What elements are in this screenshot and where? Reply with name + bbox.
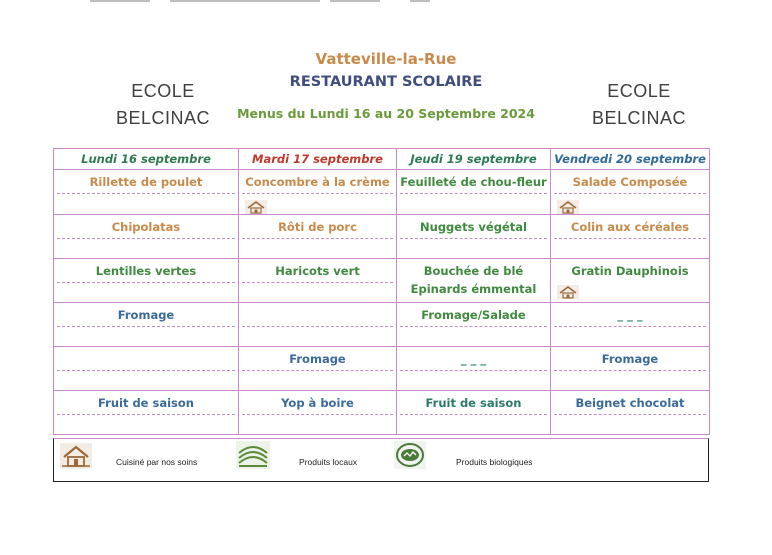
school-right-line2: BELCINAC	[591, 108, 687, 128]
house-icon	[245, 200, 267, 214]
menu-item: Gratin Dauphinois	[571, 263, 689, 278]
menu-item: Fromage	[242, 347, 393, 371]
menu-cell	[54, 302, 239, 346]
legend-label-homemade: Cuisiné par nos soins	[116, 457, 198, 467]
menu-cell	[239, 390, 397, 434]
menu-item: Yop à boire	[242, 391, 393, 415]
local-produce-icon	[236, 441, 270, 469]
menu-item: Colin aux céréales	[554, 215, 706, 239]
menu-item: Feuilleté de chou-fleur	[400, 170, 547, 194]
house-icon	[557, 285, 579, 299]
town-title: Vatteville-la-Rue	[315, 50, 457, 68]
menu-item: Fromage/Salade	[400, 303, 547, 327]
menu-item: Salade Composée	[554, 170, 706, 194]
menu-cell	[397, 346, 551, 390]
menu-item: _ _ _	[400, 347, 547, 371]
menu-cell	[397, 214, 551, 258]
school-right-line1: ECOLE	[607, 81, 671, 101]
day-header-vendredi: Vendredi 20 septembre	[551, 149, 710, 170]
menu-item: Nuggets végétal	[400, 215, 547, 239]
menu-item: Fruit de saison	[400, 391, 547, 415]
menu-item: Beignet chocolat	[554, 391, 706, 415]
menu-item: Lentilles vertes	[57, 259, 235, 283]
menu-cell	[551, 214, 710, 258]
menu-row-main	[54, 214, 710, 258]
menu-row-starter	[54, 170, 710, 215]
menu-cell	[397, 302, 551, 346]
menu-cell	[397, 258, 551, 302]
restaurant-title: RESTAURANT SCOLAIRE	[289, 74, 483, 90]
menu-cell	[239, 302, 397, 346]
menu-table	[53, 148, 710, 435]
menu-cell	[397, 170, 551, 215]
menu-item: Haricots vert	[242, 259, 393, 283]
day-header-lundi: Lundi 16 septembre	[54, 149, 239, 170]
school-left-line2: BELCINAC	[115, 108, 211, 128]
menu-item: _ _ _	[554, 303, 706, 327]
menu-cell	[54, 170, 239, 215]
menu-row-dairy	[54, 346, 710, 390]
menu-item: Rôti de porc	[242, 215, 393, 239]
menu-item: Fromage	[554, 347, 706, 371]
menu-item: Chipolatas	[57, 215, 235, 239]
menu-cell	[551, 170, 710, 215]
day-header-mardi: Mardi 17 septembre	[239, 149, 397, 170]
day-header-jeudi: Jeudi 19 septembre	[397, 149, 551, 170]
menu-cell	[239, 346, 397, 390]
menu-cell	[397, 390, 551, 434]
menu-row-side	[54, 258, 710, 302]
menu-cell	[551, 258, 710, 302]
menu-cell	[239, 214, 397, 258]
legend	[53, 438, 709, 482]
top-scan-marks	[0, 0, 772, 6]
menu-item: Bouchée de blé	[423, 263, 524, 278]
day-header-row	[54, 149, 710, 170]
menu-row-cheese	[54, 302, 710, 346]
menu-row-dessert	[54, 390, 710, 434]
menu-item: Fruit de saison	[57, 391, 235, 415]
menu-cell	[239, 258, 397, 302]
house-icon	[557, 200, 579, 214]
bio-icon	[394, 441, 426, 469]
menu-cell	[239, 170, 397, 215]
menu-item	[57, 347, 235, 371]
menu-cell	[54, 390, 239, 434]
menu-cell	[551, 390, 710, 434]
school-left-line1: ECOLE	[131, 81, 195, 101]
menu-cell	[54, 258, 239, 302]
menu-cell	[54, 214, 239, 258]
menu-item-secondary: Epinards émmental	[410, 281, 537, 296]
menu-item	[242, 303, 393, 327]
menu-cell	[54, 346, 239, 390]
legend-label-local: Produits locaux	[299, 457, 358, 467]
menu-dates: Menus du Lundi 16 au 20 Septembre 2024	[237, 106, 535, 121]
menu-cell	[551, 346, 710, 390]
menu-item: Concombre à la crème	[242, 170, 393, 194]
house-icon	[60, 443, 92, 469]
menu-item: Rillette de poulet	[57, 170, 235, 194]
menu-item: Fromage	[57, 303, 235, 327]
menu-cell	[551, 302, 710, 346]
legend-label-organic: Produits biologiques	[456, 457, 533, 467]
